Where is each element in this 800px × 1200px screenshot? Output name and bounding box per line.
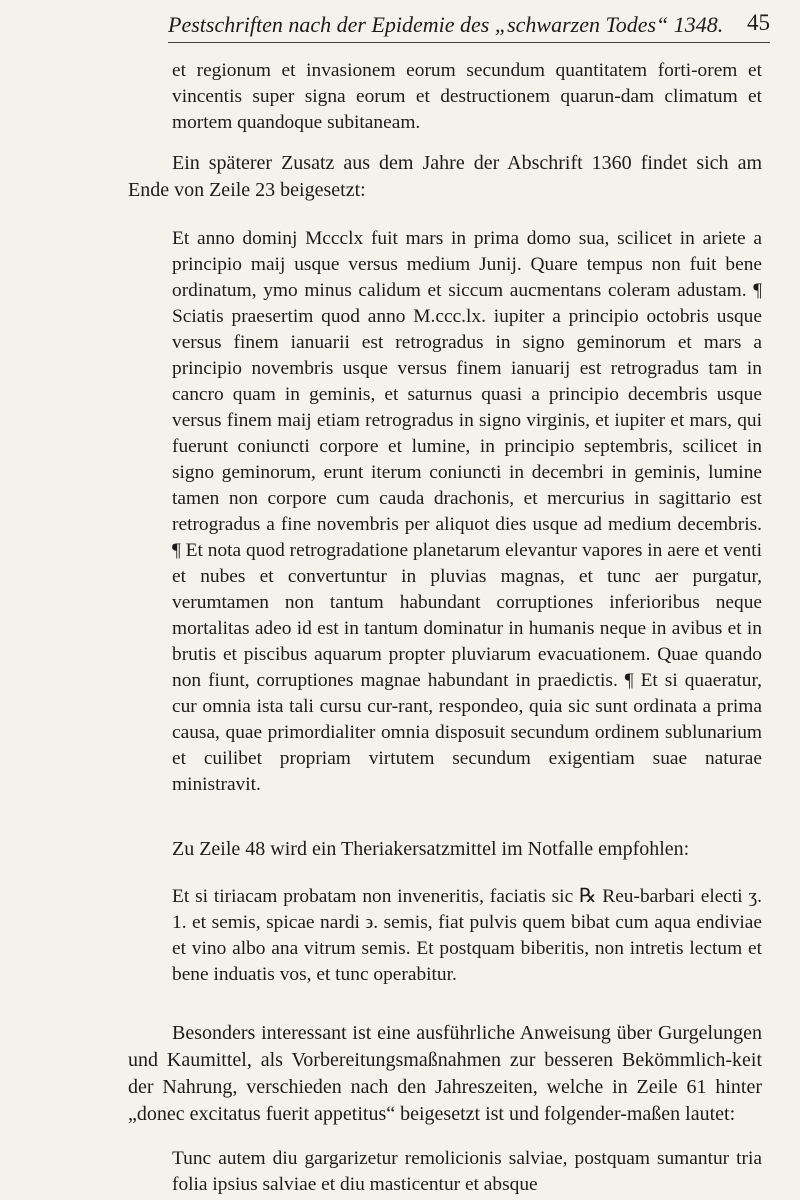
german-note-1 <box>128 150 762 204</box>
page-number: 45 <box>747 10 770 35</box>
latin-text: Et anno dominj Mccclx fuit mars in prima domo sua, scilicet in ariete a principio maij usque versus medium Junij. Quare tempus non fuit bene ordinatum, ymo minus calidum et siccum aucmentans coleram adustam. ¶ Sciatis praesertim quod anno M.ccc.lx. iupiter a principio octobris usque versus finem ianuarii est retrogradus in signo geminorum et mars a principio novembris usque versus finem ianuarij est retrogradus tam in cancro quam in geminis, et saturnus quasi a principio decembris usque versus finem maij etiam retrogradus in signo virginis, et iupiter et mars, qui fuerunt coniuncti corpore et lumine, in principio septembris, scilicet in signo geminorum, erunt iterum coniuncti in decembri in geminis, lumine tamen non corpore cum cauda drachonis, et mercurius in sagittario est retrogradus a fine novembris per aliquot dies usque ad medium decembris. ¶ Et nota quod retrogradatione planetarum elevantur vapores in aere et venti et nubes et convertuntur in pluvias magnas, et tunc aer purgatur, verumtamen non tantum habundant corruptiones inferioribus neque mortalitas adeo id est in tantum dominatur in humanis neque in avibus et in brutis et piscibus aquarum propter pluviarum evacuationem. Quae quando non fiunt, corruptiones magnae habundant in praedictis. ¶ Et si quaeratur, cur omnia ista tali cursu cur-rant, respondeo, quia sic sunt ordinata a prima causa, quae primordialiter omnia disposuit secundum ordinem sublunarium et cuilibet propriam virtutem secundum exigentiam suae naturae ministravit. <box>172 228 762 795</box>
latin-passage-3 <box>172 1146 762 1198</box>
running-header <box>168 8 770 43</box>
latin-text: Et si tiriacam probatam non inveneritis, faciatis sic ℞ Reu-barbari electi ʒ. 1. et semis, spicae nardi ϶. semis, fiat pulvis quem bibat cum aqua endiviae et vino albo ana vitrum semis. Et postquam biberitis, non intretis lectum et bene induatis vos, et tunc operabitur. <box>172 886 762 985</box>
running-title: Pestschriften nach der Epidemie des „schwarzen Todes“ 1348. <box>168 12 724 37</box>
german-note-2 <box>172 836 762 863</box>
latin-passage-1 <box>172 58 762 136</box>
latin-passage-2 <box>172 226 762 798</box>
german-note-3 <box>128 1020 762 1128</box>
german-text: Besonders interessant ist eine ausführliche Anweisung über Gurgelungen und Kaumittel, als Vorbereitungsmaßnahmen zur besseren Bekömmlich-keit der Nahrung, verschieden nach den Jahreszeiten, welche in Zeile 61 hinter „donec excitatus fuerit appetitus“ beigesetzt ist und folgender-maßen lautet: <box>128 1022 762 1125</box>
latin-text: et regionum et invasionem eorum secundum quantitatem forti-orem et vincentis super signa eorum et destructionem quarun-dam climatum et mortem quandoque subitaneam. <box>172 60 762 133</box>
german-text: Ein späterer Zusatz aus dem Jahre der Abschrift 1360 findet sich am Ende von Zeile 23 beigesetzt: <box>128 152 762 201</box>
german-text: Zu Zeile 48 wird ein Theriakersatzmittel im Notfalle empfohlen: <box>172 838 690 860</box>
latin-text: Tunc autem diu gargarizetur remolicionis salviae, postquam sumantur tria folia ipsius salviae et diu masticentur et absque <box>172 1148 762 1195</box>
latin-recipe <box>172 884 762 988</box>
